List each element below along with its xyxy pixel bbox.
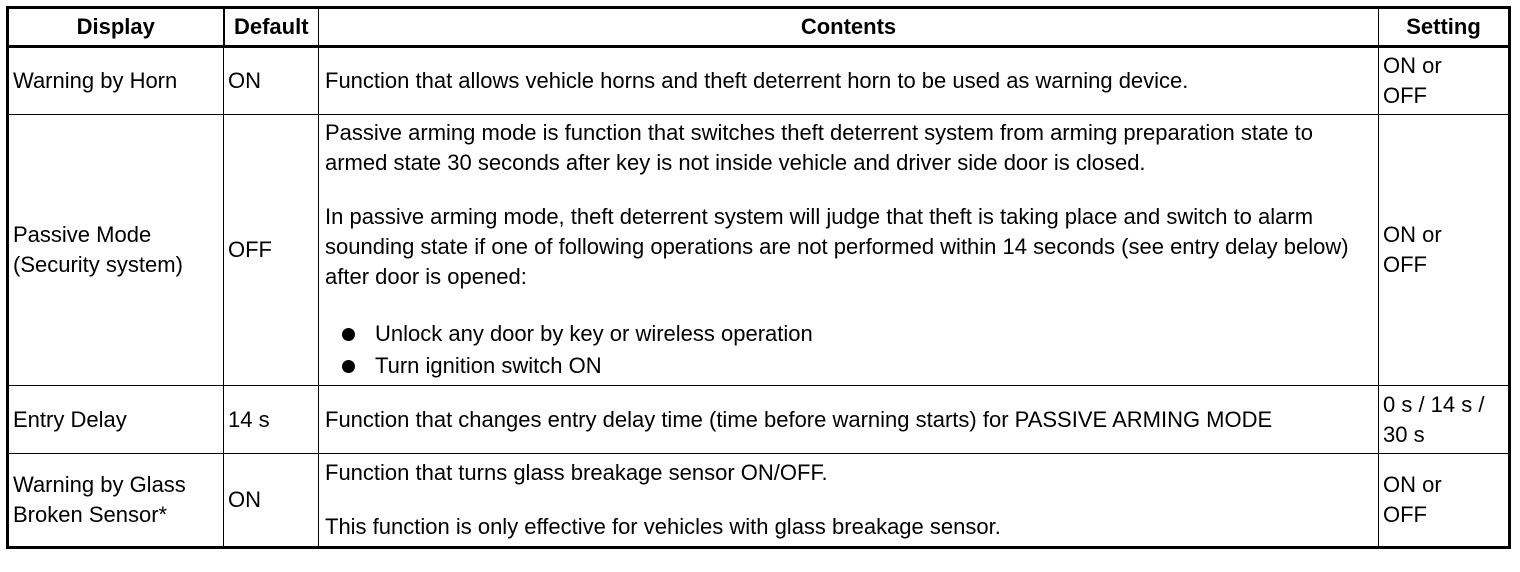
header-row — [8, 8, 1510, 47]
display-line: Warning by Horn — [13, 68, 178, 93]
setting-line: OFF — [1383, 83, 1427, 108]
display-cell — [8, 386, 224, 454]
setting-line: OFF — [1383, 252, 1427, 277]
contents-cell — [319, 454, 1379, 548]
bullet-icon — [342, 360, 355, 373]
default-cell: ON — [224, 47, 319, 115]
header-default: Default — [224, 8, 319, 47]
table-row — [8, 454, 1510, 548]
display-cell — [8, 454, 224, 548]
bullet-text: Turn ignition switch ON — [375, 353, 602, 378]
setting-line: ON or — [1383, 222, 1442, 247]
setting-cell — [1379, 115, 1510, 386]
display-line: Entry Delay — [13, 406, 127, 432]
setting-cell — [1379, 386, 1510, 454]
table-row — [8, 115, 1510, 386]
default-cell: 14 s — [224, 386, 319, 454]
contents-paragraph: Function that turns glass breakage sensor ON/OFF. — [325, 460, 828, 485]
bullet-list — [325, 318, 1368, 382]
contents-paragraph: Passive arming mode is function that switches theft deterrent system from arming preparation state to armed state 30 seconds after key is not inside vehicle and driver side door is closed. — [325, 120, 1314, 175]
table-row — [8, 47, 1510, 115]
header-display: Display — [8, 8, 224, 47]
header-setting: Setting — [1379, 8, 1510, 47]
display-cell — [8, 115, 224, 386]
display-line: Passive Mode — [13, 222, 152, 247]
setting-line: OFF — [1383, 502, 1427, 527]
setting-cell — [1379, 47, 1510, 115]
contents-paragraph: Function that changes entry delay time (time before warning starts) for PASSIVE ARMING MODE — [325, 406, 1273, 432]
contents-cell — [319, 115, 1379, 386]
display-line: Broken Sensor* — [13, 502, 168, 527]
setting-line: 30 s — [1383, 421, 1425, 447]
list-item — [325, 318, 1368, 350]
display-cell — [8, 47, 224, 115]
display-line: Warning by Glass — [13, 472, 186, 497]
list-item — [325, 350, 1368, 382]
setting-line: 0 s / 14 s / — [1383, 391, 1485, 417]
default-cell: ON — [224, 454, 319, 548]
setting-line: ON or — [1383, 53, 1442, 78]
bullet-text: Unlock any door by key or wireless operation — [375, 321, 813, 346]
display-line: (Security system) — [13, 252, 183, 277]
bullet-icon — [342, 328, 355, 341]
contents-paragraph: In passive arming mode, theft deterrent system will judge that theft is taking place and switch to alarm sounding state if one of following operations are not performed within 14 seconds (see entry delay below) after door is opened: — [325, 204, 1349, 289]
table-row — [8, 386, 1510, 454]
contents-paragraph: This function is only effective for vehicles with glass breakage sensor. — [325, 514, 1001, 539]
setting-cell — [1379, 454, 1510, 548]
contents-cell — [319, 47, 1379, 115]
header-contents: Contents — [319, 8, 1379, 47]
contents-paragraph: Function that allows vehicle horns and theft deterrent horn to be used as warning device. — [325, 68, 1189, 93]
contents-cell — [319, 386, 1379, 454]
setting-line: ON or — [1383, 472, 1442, 497]
default-cell: OFF — [224, 115, 319, 386]
settings-table — [6, 6, 1511, 549]
